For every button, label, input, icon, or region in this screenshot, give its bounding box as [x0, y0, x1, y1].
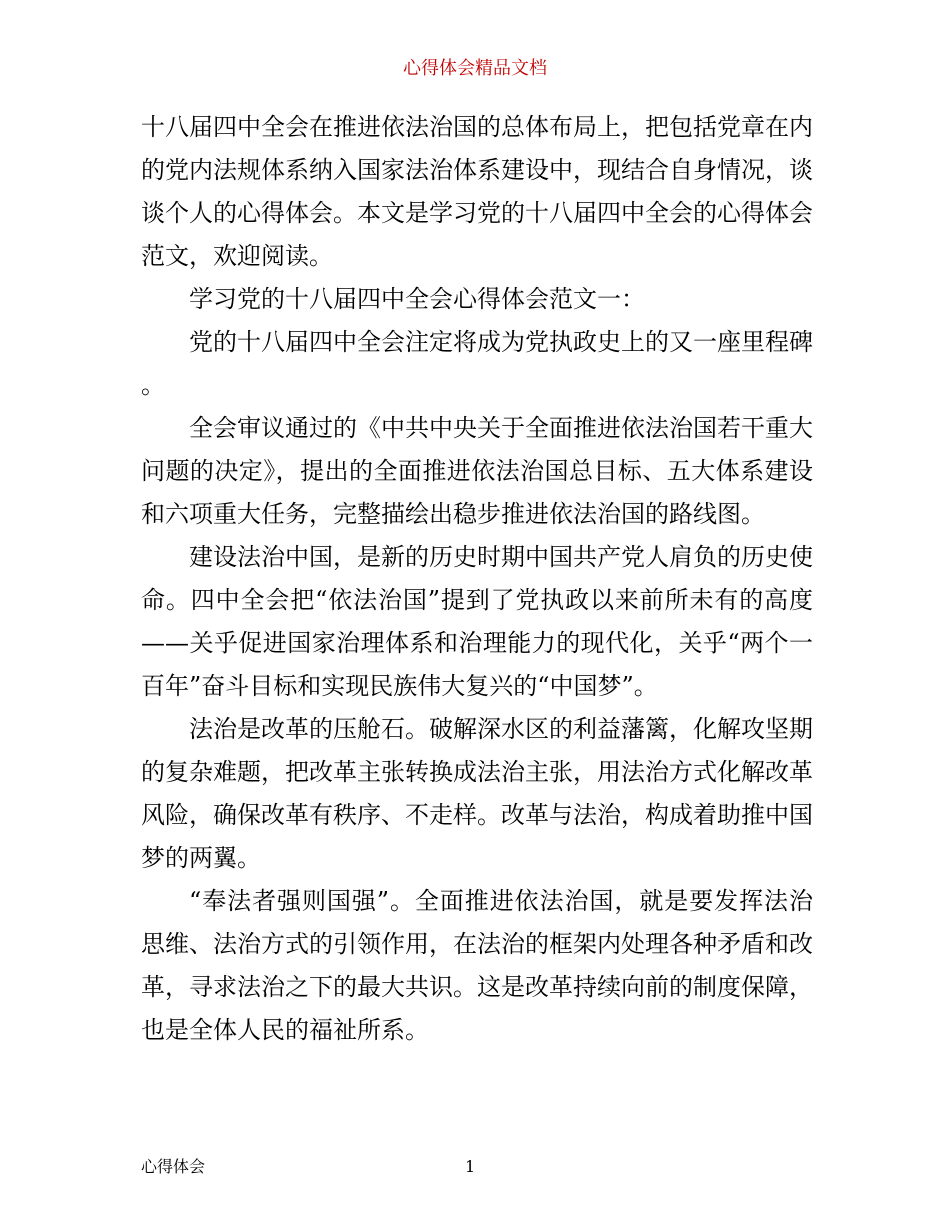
body-paragraph: 党的十八届四中全会注定将成为党执政史上的又一座里程碑。: [141, 328, 813, 399]
body-paragraph: 法治是改革的压舱石。破解深水区的利益藩篱，化解攻坚期的复杂难题，把改革主张转换成法治主张，用法治方式化解改革风险，确保改革有秩序、不走样。改革与法治，构成着助推中国梦的两翼。: [141, 715, 813, 872]
body-paragraph: 建设法治中国，是新的历史时期中国共产党人肩负的历史使命。四中全会把“依法治国”提到了党执政以来前所未有的高度——关乎促进国家治理体系和治理能力的现代化，关乎“两个一百年”奋斗目标和实现民族伟大复兴的“中国梦”。: [141, 543, 813, 700]
document-header: 心得体会精品文档: [403, 58, 547, 79]
section-heading: 学习党的十八届四中全会心得体会范文一：: [189, 285, 645, 313]
document-body: [141, 106, 813, 1052]
body-paragraph: 全会审议通过的《中共中央关于全面推进依法治国若干重大问题的决定》，提出的全面推进依法治国总目标、五大体系建设和六项重大任务，完整描绘出稳步推进依法治国的路线图。: [141, 414, 813, 528]
body-paragraph: “奉法者强则国强”。全面推进依法治国，就是要发挥法治思维、法治方式的引领作用，在法治的框架内处理各种矛盾和改革，寻求法治之下的最大共识。这是改革持续向前的制度保障，也是全体人民的福祉所系。: [141, 887, 813, 1044]
footer-label: 心得体会: [141, 1157, 206, 1176]
page-number: 1: [465, 1157, 476, 1176]
intro-paragraph: 十八届四中全会在推进依法治国的总体布局上，把包括党章在内的党内法规体系纳入国家法治体系建设中，现结合自身情况，谈谈个人的心得体会。本文是学习党的十八届四中全会的心得体会范文，欢迎阅读。: [141, 113, 813, 270]
